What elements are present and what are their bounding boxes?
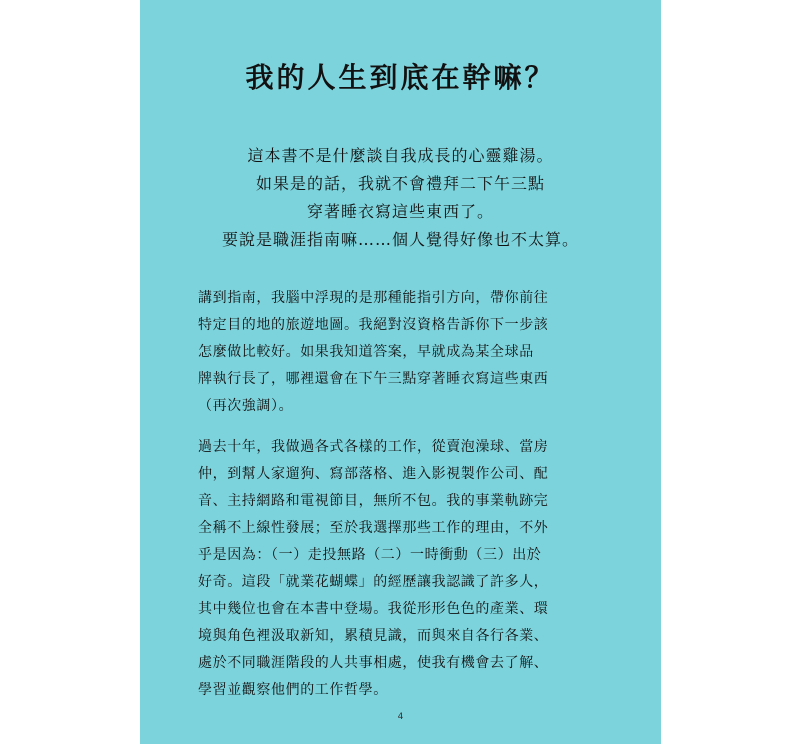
intro-line: 如果是的話，我就不會禮拜二下午三點 <box>255 174 545 193</box>
paragraph-line: 乎是因為：（一）走投無路（二）一時衝動（三）出於 <box>198 547 542 563</box>
paragraph-line: 全稱不上線性發展；至於我選擇那些工作的理由，不外 <box>198 520 549 536</box>
intro-line: 要說是職涯指南嘛……個人覺得好像也不太算。 <box>221 230 579 249</box>
paragraph-line: 境與角色裡汲取新知，累積見識，而與來自各行各業、 <box>198 628 549 644</box>
page-title: 我的人生到底在幹嘛？ <box>245 61 556 94</box>
paragraph-2 <box>198 434 608 704</box>
paragraph-line: 講到指南，我腦中浮現的是那種能指引方向，帶你前往 <box>198 290 549 306</box>
intro-line: 這本書不是什麼談自我成長的心靈雞湯。 <box>247 146 554 165</box>
paragraph-line: 好奇。這段「就業花蝴蝶」的經歷讓我認識了許多人， <box>198 574 549 590</box>
paragraph-line: 仲，到幫人家遛狗、寫部落格、進入影視製作公司、配 <box>198 466 549 482</box>
page-number: 4 <box>397 712 404 722</box>
paragraph-line: 過去十年，我做過各式各樣的工作，從賣泡澡球、當房 <box>198 439 549 455</box>
book-page <box>140 0 661 744</box>
paragraph-line: 牌執行長了，哪裡還會在下午三點穿著睡衣寫這些東西 <box>198 371 549 387</box>
paragraph-line: 處於不同職涯階段的人共事相處，使我有機會去了解、 <box>198 655 549 671</box>
paragraph-line: 特定目的地的旅遊地圖。我絕對沒資格告訴你下一步該 <box>198 317 549 333</box>
paragraph-line: 學習並觀察他們的工作哲學。 <box>198 682 388 698</box>
paragraph-1 <box>198 285 608 420</box>
intro-line: 穿著睡衣寫這些東西了。 <box>306 202 494 221</box>
paragraph-line: 其中幾位也會在本書中登場。我從形形色色的產業、環 <box>198 601 549 617</box>
paragraph-line: 怎麼做比較好。如果我知道答案，早就成為某全球品 <box>198 344 534 360</box>
paragraph-line: 音、主持網路和電視節目，無所不包。我的事業軌跡完 <box>198 493 549 509</box>
paragraph-line: （再次強調）。 <box>198 398 294 414</box>
intro-block <box>140 142 661 254</box>
